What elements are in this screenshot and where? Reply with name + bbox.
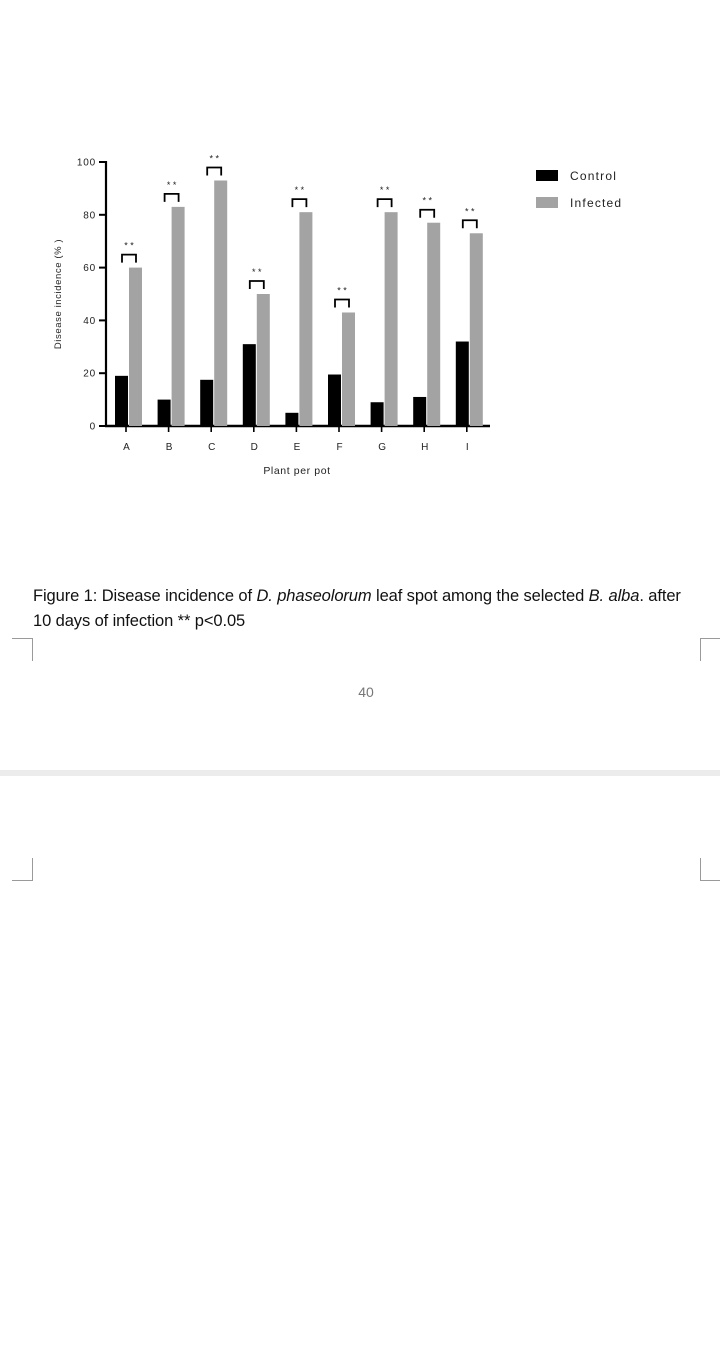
x-tick-label-A: A xyxy=(123,442,130,453)
y-tick-label-40: 40 xyxy=(83,315,96,327)
bar-infected-H xyxy=(427,223,440,426)
bar-control-H xyxy=(413,397,426,426)
caption-suffix: . after 10 days of infection ** p<0.05 xyxy=(33,587,681,630)
y-tick-label-0: 0 xyxy=(89,421,96,433)
x-tick-label-C: C xyxy=(208,442,216,453)
corner-mark-top-left xyxy=(12,858,33,881)
significance-bracket-E xyxy=(292,199,306,207)
bar-infected-G xyxy=(385,212,398,426)
legend-label-infected: Infected xyxy=(570,196,623,210)
bar-control-G xyxy=(371,402,384,426)
significance-stars-C: * * xyxy=(209,153,219,164)
x-tick-label-D: D xyxy=(250,442,258,453)
y-axis-label: Disease incidence (% ) xyxy=(53,238,64,350)
corner-mark-bottom-left xyxy=(12,638,33,661)
corner-mark-top-right xyxy=(700,858,720,881)
bar-control-C xyxy=(200,380,213,426)
caption-prefix: Figure 1: Disease incidence of xyxy=(33,587,257,605)
bar-control-F xyxy=(328,375,341,426)
significance-bracket-H xyxy=(420,210,434,218)
next-document-page xyxy=(0,776,720,1360)
bar-control-A xyxy=(115,376,128,426)
bar-control-E xyxy=(285,413,298,426)
significance-bracket-B xyxy=(165,194,179,202)
significance-stars-D: * * xyxy=(252,267,262,277)
y-tick-label-20: 20 xyxy=(83,368,96,380)
legend-label-control: Control xyxy=(570,169,618,183)
significance-stars-E: * * xyxy=(294,185,305,196)
significance-bracket-C xyxy=(207,167,221,175)
x-tick-label-E: E xyxy=(293,442,301,453)
significance-stars-F: * * xyxy=(337,285,347,296)
corner-mark-bottom-right xyxy=(700,638,720,661)
bar-infected-F xyxy=(342,312,355,426)
significance-bracket-D xyxy=(250,281,264,289)
disease-incidence-chart xyxy=(0,130,720,490)
x-tick-label-H: H xyxy=(421,442,429,453)
significance-bracket-F xyxy=(335,299,349,307)
x-tick-label-F: F xyxy=(336,442,343,453)
significance-bracket-A xyxy=(122,255,136,263)
bar-infected-A xyxy=(129,268,142,426)
y-tick-label-100: 100 xyxy=(76,157,96,169)
bar-infected-C xyxy=(214,180,227,426)
significance-stars-H: * * xyxy=(422,195,432,206)
bar-infected-I xyxy=(470,233,483,426)
bar-infected-D xyxy=(257,294,270,426)
bar-infected-B xyxy=(172,207,185,426)
significance-bracket-G xyxy=(378,199,392,207)
caption-middle: leaf spot among the selected xyxy=(371,587,589,605)
x-tick-label-B: B xyxy=(165,442,173,453)
figure-caption xyxy=(33,584,703,634)
significance-stars-B: * * xyxy=(166,179,177,190)
page-number: 40 xyxy=(358,684,374,700)
significance-stars-I: * * xyxy=(465,206,475,217)
x-tick-label-G: G xyxy=(378,442,386,453)
bar-control-B xyxy=(158,400,171,426)
significance-stars-G: * * xyxy=(379,185,390,196)
bar-control-D xyxy=(243,344,256,426)
bar-infected-E xyxy=(299,212,312,426)
significance-stars-A: * * xyxy=(124,240,134,251)
y-tick-label-80: 80 xyxy=(83,210,96,222)
legend-swatch-control xyxy=(536,170,558,181)
legend-swatch-infected xyxy=(536,197,558,208)
caption-species-1: D. phaseolorum xyxy=(256,587,372,605)
significance-bracket-I xyxy=(463,220,477,228)
caption-species-2: B. alba xyxy=(588,587,640,605)
bar-control-I xyxy=(456,342,469,426)
x-tick-label-I: I xyxy=(465,442,469,453)
x-axis-label: Plant per pot xyxy=(263,465,331,477)
y-tick-label-60: 60 xyxy=(83,263,96,275)
